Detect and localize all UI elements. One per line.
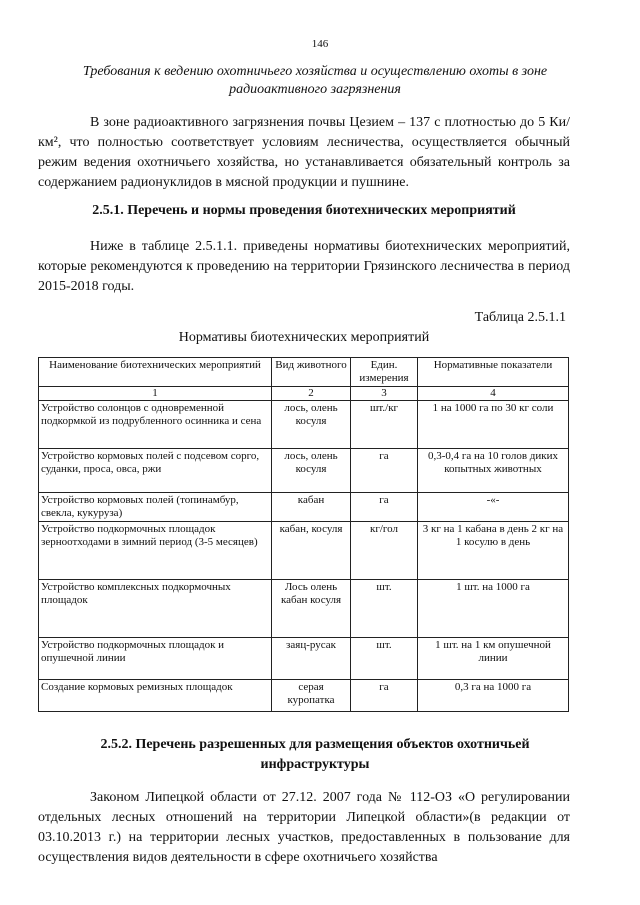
measure-name: Устройство солонцов с одновременной подкормкой из подрубленного осинника и сена [39, 401, 272, 449]
header-cell: Нормативные показатели [418, 358, 569, 387]
norm: 1 шт. на 1 км опушечной линии [418, 638, 569, 680]
header-cell: Един. измерения [351, 358, 418, 387]
column-number: 1 [39, 387, 272, 401]
measure-name: Устройство кормовых полей (топинамбур, свекла, кукуруза) [39, 493, 272, 522]
unit: шт. [351, 638, 418, 680]
header-cell: Вид животного [272, 358, 351, 387]
norm: 0,3 га на 1000 га [418, 680, 569, 712]
table-row [39, 522, 569, 580]
biotech-measures-table [38, 357, 569, 712]
animal-type: лось, олень косуля [272, 449, 351, 493]
animal-type: лось, олень косуля [272, 401, 351, 449]
column-number: 2 [272, 387, 351, 401]
table-row [39, 680, 569, 712]
measure-name: Устройство комплексных подкормочных площадок [39, 580, 272, 638]
measure-name: Создание кормовых ремизных площадок [39, 680, 272, 712]
header-cell: Наименование биотехнических мероприятий [39, 358, 272, 387]
animal-type: кабан [272, 493, 351, 522]
intro-paragraph: В зоне радиоактивного загрязнения почвы Цезием – 137 с плотностью до 5 Ки/км², что полностью соответствует условиям лесничества, осуществляется обычный режим ведения охотничьего хозяйства, но устанавливается обязательный контроль за содержанием радионуклидов в мясной продукции и пушнине. [38, 115, 570, 190]
table-row [39, 401, 569, 449]
table-label: Таблица 2.5.1.1 [474, 310, 566, 325]
unit: кг/гол [351, 522, 418, 580]
unit: га [351, 449, 418, 493]
norm: -«- [418, 493, 569, 522]
table-row [39, 638, 569, 680]
measure-name: Устройство подкормочных площадок зерноотходами в зимний период (3-5 месяцев) [39, 522, 272, 580]
requirements-title: Требования к ведению охотничьего хозяйства и осуществлению охоты в зоне радиоактивного загрязнения [82, 64, 548, 97]
norm: 0,3-0,4 га на 10 голов диких копытных животных [418, 449, 569, 493]
table-row [39, 449, 569, 493]
table-caption: Нормативы биотехнических мероприятий [178, 330, 430, 345]
table-header-row [39, 358, 569, 387]
page-number: 146 [311, 38, 329, 50]
animal-type: кабан, косуля [272, 522, 351, 580]
section-1-paragraph: Ниже в таблице 2.5.1.1. приведены нормативы биотехнических мероприятий, которые рекомендуются к проведению на территории Грязинского лесничества в период 2015-2018 годы. [38, 239, 570, 294]
unit: шт. [351, 580, 418, 638]
norm: 3 кг на 1 кабана в день 2 кг на 1 косулю в день [418, 522, 569, 580]
animal-type: Лось олень кабан косуля [272, 580, 351, 638]
unit: га [351, 680, 418, 712]
animal-type: серая куропатка [272, 680, 351, 712]
section-1-heading: 2.5.1. Перечень и нормы проведения биотехнических мероприятий [92, 203, 516, 218]
norm: 1 на 1000 га по 30 кг соли [418, 401, 569, 449]
column-number-row [39, 387, 569, 401]
unit: га [351, 493, 418, 522]
unit: шт./кг [351, 401, 418, 449]
measure-name: Устройство подкормочных площадок и опушечной линии [39, 638, 272, 680]
section-2-paragraph: Законом Липецкой области от 27.12. 2007 года № 112-ОЗ «О регулировании отдельных лесных отношений на территории Липецкой области»(в редакции от 03.10.2013 г.) на территории лесных участков, предоставленных в пользование для осуществления видов деятельности в сфере охотничьего хозяйства [38, 790, 570, 865]
table-row [39, 580, 569, 638]
table-row [39, 493, 569, 522]
measure-name: Устройство кормовых полей с подсевом сорго, суданки, проса, овса, ржи [39, 449, 272, 493]
section-2-heading: 2.5.2. Перечень разрешенных для размещения объектов охотничьей инфраструктуры [100, 737, 530, 772]
column-number: 4 [418, 387, 569, 401]
norm: 1 шт. на 1000 га [418, 580, 569, 638]
column-number: 3 [351, 387, 418, 401]
animal-type: заяц-русак [272, 638, 351, 680]
